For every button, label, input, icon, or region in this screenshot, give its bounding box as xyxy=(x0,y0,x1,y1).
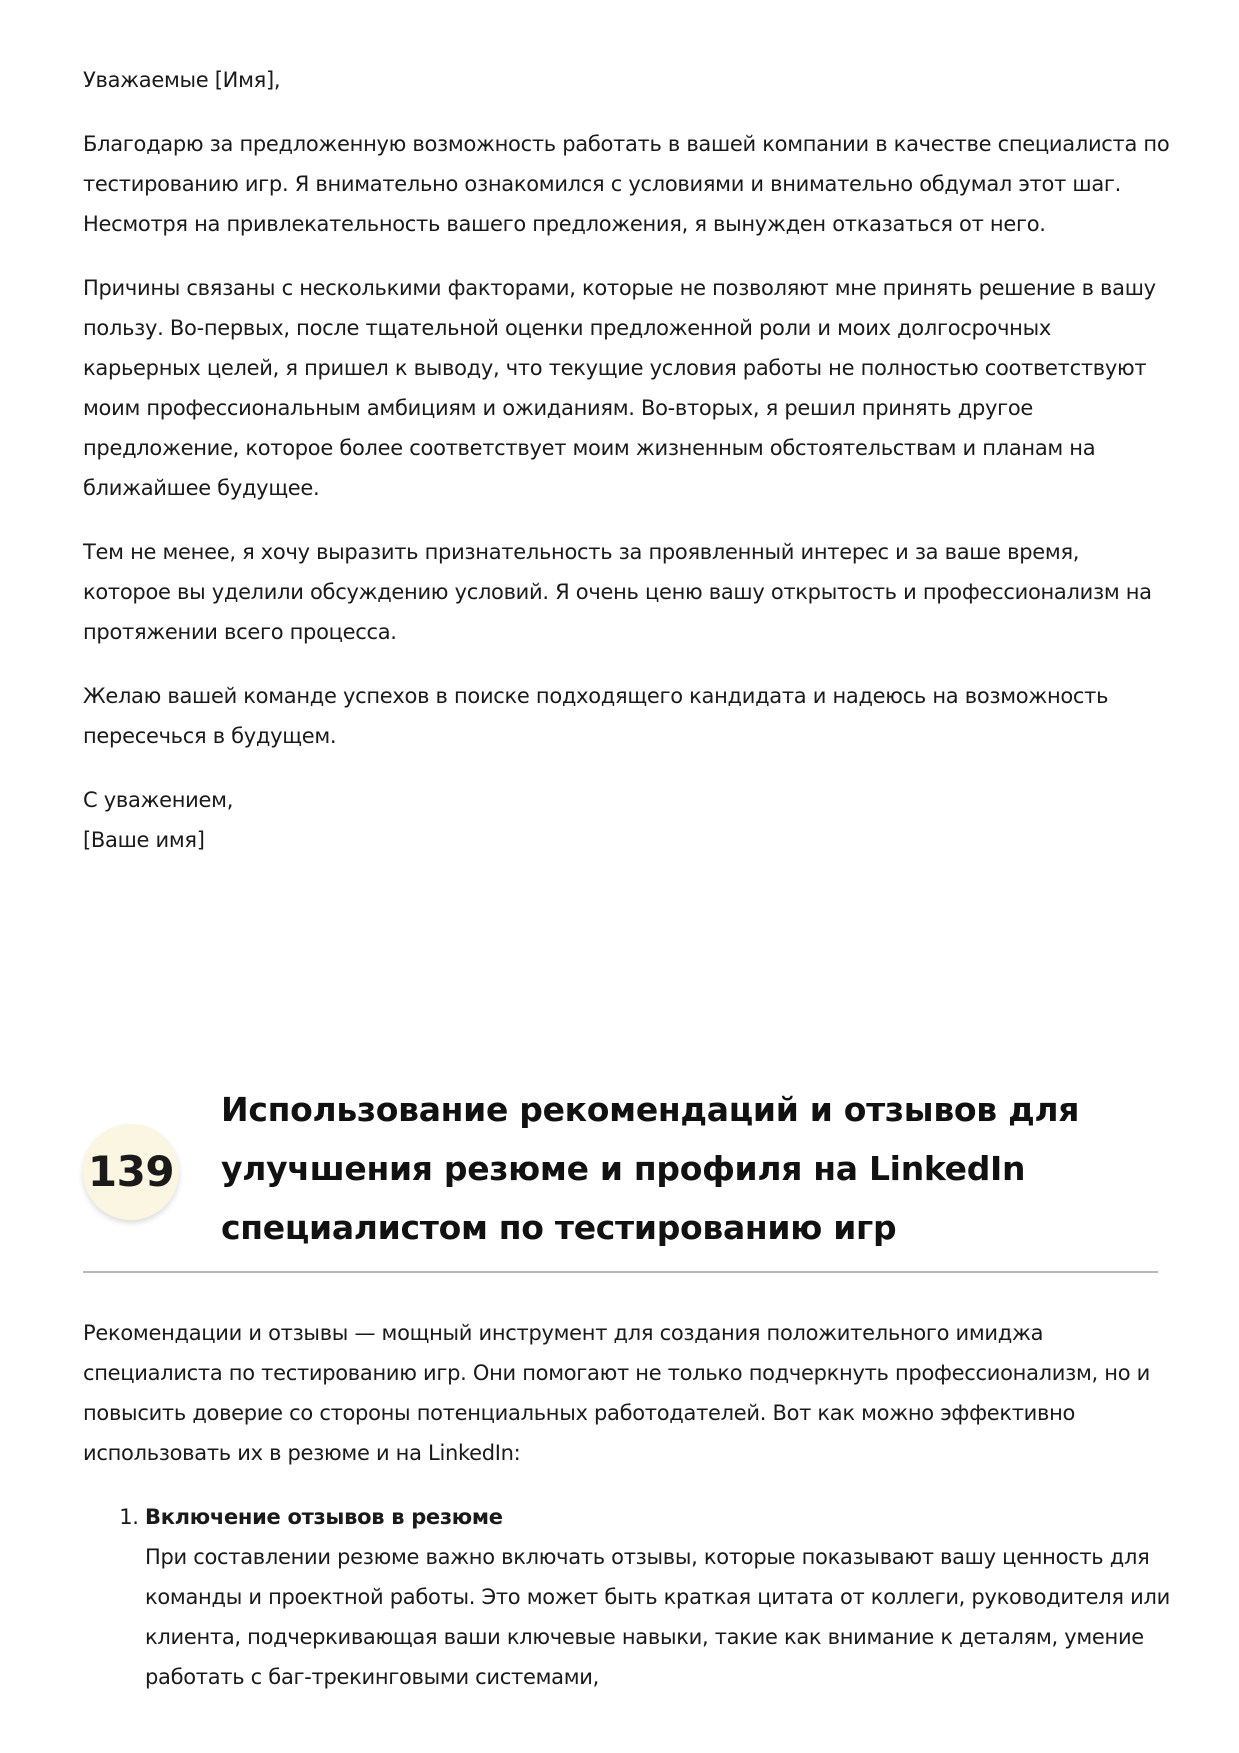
chapter-intro: Рекомендации и отзывы — мощный инструмент для создания положительного имиджа специалиста по тестированию игр. Они помогают не только подчеркнуть профессионализм, но и повысить доверие со стороны потенциальных работодателей. Вот как можно эффективно использовать их в резюме и на LinkedIn: xyxy=(83,1321,1150,1465)
chapter-title: Использование рекомендаций и отзывов для улучшения резюме и профиля на LinkedIn специалистом по тестированию игр xyxy=(221,1090,1080,1247)
list-item-title: 1. Включение отзывов в резюме xyxy=(145,1505,503,1529)
chapter-divider xyxy=(83,1271,1158,1273)
chapter-number-badge: 139 xyxy=(83,1124,179,1220)
chapter-header xyxy=(83,1080,1158,1278)
letter-paragraph: Желаю вашей команде успехов в поиске подходящего кандидата и надеюсь на возможность пересечься в будущем. xyxy=(83,684,1109,748)
letter-paragraph: Тем не менее, я хочу выразить признательность за проявленный интерес и за ваше время, которое вы уделили обсуждению условий. Я очень ценю вашу открытость и профессионализм на протяжении всего процесса. xyxy=(83,540,1152,644)
letter-paragraph: Благодарю за предложенную возможность работать в вашей компании в качестве специалиста по тестированию игр. Я внимательно ознакомился с условиями и внимательно обдумал этот шаг. Несмотря на привлекательность вашего предложения, я вынужден отказаться от него. xyxy=(83,132,1170,236)
list-item-text: При составлении резюме важно включать отзывы, которые показывают вашу ценность для команды и проектной работы. Это может быть краткая цитата от коллеги, руководителя или клиента, подчеркивающая ваши ключевые навыки, такие как внимание к деталям, умение работать с баг-трекинговыми системами, xyxy=(145,1545,1170,1689)
letter-greeting: Уважаемые [Имя], xyxy=(83,68,281,92)
letter-signature: [Ваше имя] xyxy=(83,828,205,852)
chapter-body xyxy=(83,1313,1173,1697)
numbered-list xyxy=(83,1497,1173,1697)
letter-paragraph: Причины связаны с несколькими факторами, которые не позволяют мне принять решение в вашу пользу. Во-первых, после тщательной оценки предложенной роли и моих долгосрочных карьерных целей, я пришел к выводу, что текущие условия работы не полностью соответствуют моим профессиональным амбициям и ожиданиям. Во-вторых, я решил принять другое предложение, которое более соответствует моим жизненным обстоятельствам и планам на ближайшее будущее. xyxy=(83,276,1156,500)
decline-letter xyxy=(83,60,1173,860)
list-item xyxy=(145,1497,1173,1697)
letter-closing: С уважением, xyxy=(83,788,234,812)
